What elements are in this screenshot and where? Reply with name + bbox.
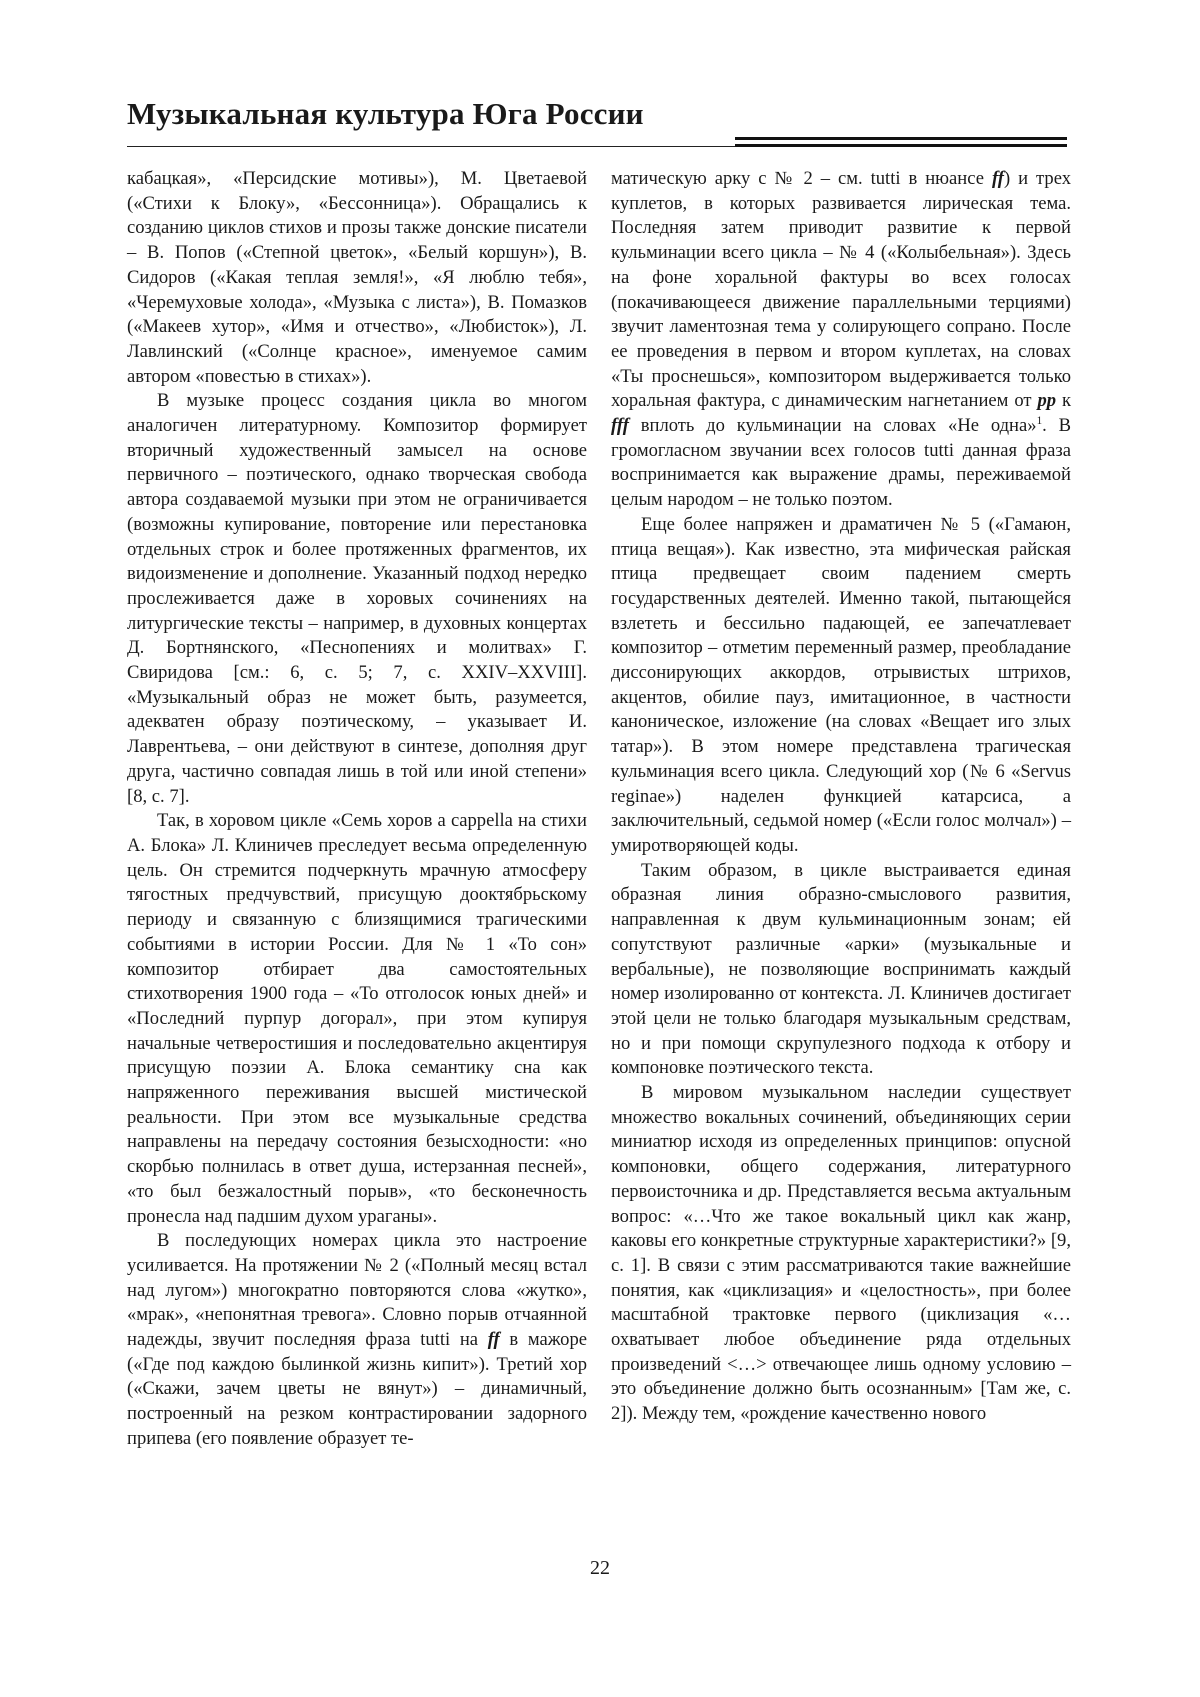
text-run: В музыке процесс создания цикла во многом аналогичен литературному. Композитор формирует вторичный художественный замысел на основе первичного – поэтического, однако творческая свобода автора создаваемой музыки при этом не ограничивается (возможны купирование, повторение или перестановка отдельных строк и более протяженных фрагментов, их видоизменение и дополнение. Указанный подход нередко прослеживается даже в хоровых сочинениях на литургические тексты – например, в духовных концертах Д. Бортнянского, «Песнопениях и молитвах» Г. Свиридова [см.: 6, с. 5; 7, с. XXIV–XXVIII]. «Музыкальный образ не может быть, разумеется, адекватен образу поэтическому, – указывает И. Лаврентьева, – они действуют в синтезе, дополняя друг друга, частично совпадая лишь в той или иной степени» [8, с. 7]. [127, 390, 587, 807]
header-rule-double [735, 137, 1067, 147]
text-run: вплоть до кульминации на словах «Не одна» [628, 415, 1037, 437]
text-run: В последующих номерах цикла это настроение усиливается. На протяжении № 2 («Полный месяц встал над лугом») многократно повторяются слова «жутко», «мрак», «непонятная тревога». Словно порыв отчаянной надежды, звучит последняя фраза tutti на [127, 1230, 587, 1351]
dynamic-marking: fff [611, 415, 629, 437]
text-run: в мажоре («Где под каждою былинкой жизнь кипит»). Третий хор («Скажи, зачем цветы не вянут») – динамичный, построенный на резком контрастировании задорного припева (его появление образует те- [127, 1329, 587, 1449]
paragraph [127, 809, 587, 1229]
paragraph [127, 1229, 587, 1451]
dynamic-marking: pp [1037, 390, 1057, 412]
dynamic-marking: ff [487, 1329, 500, 1351]
text-run: ) и трех куплетов, в которых развивается лирическая тема. Последняя затем приводит развитие к первой кульминации всего цикла – № 4 («Колыбельная»). Здесь на фоне хоральной фактуры во всех голосах (покачивающееся движение параллельными терциями) звучит ламентозная тема у солирующего сопрано. После ее проведения в первом и втором куплетах, на словах «Ты проснешься», композитором выдерживается только хоральная фактура, с динамическим нагнетанием от [611, 168, 1071, 412]
text-run: Так, в хоровом цикле «Семь хоров a cappella на стихи А. Блока» Л. Клиничев преследует весьма определенную цель. Он стремится подчеркнуть мрачную атмосферу тягостных предчувствий, присущую дооктябрьскому периоду и связанную с близящимися трагическими событиями в истории России. Для № 1 «То сон» композитор отбирает два самостоятельных стихотворения 1900 года – «То отголосок юных дней» и «Последний пурпур догорал», при этом купируя начальные четверостишия и последовательно акцентируя присущую поэзии А. Блока семантику сна как напряженного переживания высшей мистической реальности. При этом все музыкальные средства направлены на передачу состояния безысходности: «но скорбью полнилась в ответ душа, истерзанная песней», «то был безжалостный порыв», «то бесконечность пронесла над падшим духом ураганы». [127, 810, 587, 1227]
journal-title: Музыкальная культура Юга России [127, 96, 644, 131]
paragraph [127, 167, 587, 389]
left-column [127, 167, 587, 1452]
paragraph [611, 167, 1071, 513]
paragraph [611, 859, 1071, 1081]
text-run: к [1056, 390, 1071, 412]
text-run: кабацкая», «Персидские мотивы»), М. Цветаевой («Стихи к Блоку», «Бессонница»). Обращались к созданию циклов стихов и прозы также донские писатели – В. Попов («Степной цветок», «Белый коршун»), В. Сидоров («Какая теплая земля!», «Я люблю тебя», «Черемуховые холода», «Музыка с листа»), В. Помазков («Макеев хутор», «Имя и отчество», «Любисток»), Л. Лавлинский («Солнце красное», именуемое самим автором «повестью в стихах»). [127, 168, 587, 387]
dynamic-marking: ff [991, 168, 1004, 189]
paragraph [611, 513, 1071, 859]
paragraph [127, 389, 587, 809]
text-run: матическую арку с № 2 – см. tutti в нюансе [611, 168, 992, 189]
text-run: В мировом музыкальном наследии существует множество вокальных сочинений, объединяющих серии миниатюр исходя из определенных принципов: опусной компоновки, общего содержания, литературного первоисточника и др. Представляется весьма актуальным вопрос: «…Что же такое вокальный цикл как жанр, каковы его конкретные структурные характеристики?» [9, с. 1]. В связи с этим рассматриваются такие важнейшие понятия, как «циклизация» и «целостность», при более масштабной трактовке первого (циклизация «…охватывает любое объединение ряда отдельных произведений <…> отвечающее лишь одному условию – это объединение должно быть осознанным» [Там же, с. 2]). Между тем, «рождение качественно нового [611, 1082, 1071, 1425]
right-column [611, 167, 1071, 1427]
text-run: Таким образом, в цикле выстраивается единая образная линия образно-смыслового развития, направленная к двум кульминационным зонам; ей сопутствуют различные «арки» (музыкальные и вербальные), не позволяющие воспринимать каждый номер изолированно от контекста. Л. Клиничев достигает этой цели не только благодаря музыкальным средствам, но и при помощи скрупулезного подхода к отбору и компоновке поэтического текста. [611, 859, 1071, 1079]
page-number: 22 [590, 1557, 610, 1579]
footnote-ref[interactable]: 1 [1036, 414, 1043, 427]
text-run: . В громогласном звучании всех голосов tutti данная фраза воспринимается как выражение драмы, переживаемой целым народом – не только поэтом. [611, 415, 1071, 511]
paragraph [611, 1081, 1071, 1427]
text-run: Еще более напряжен и драматичен № 5 («Гамаюн, птица вещая»). Как известно, эта мифическая райская птица предвещает своим падением смерть государственных деятелей. Именно такой, пытающейся взлететь и бессильно падающей, ее запечатлевает композитор – отметим переменный размер, преобладание диссонирующих аккордов, отрывистых штрихов, акцентов, обилие пауз, имитационное, в частности каноническое, изложение (на словах «Вещает иго злых татар»). В этом номере представлена трагическая кульминация всего цикла. Следующий хор (№ 6 «Servus reginae») наделен функцией катарсиса, а заключительный, седьмой номер («Если голос молчал») – умиротворяющей коды. [611, 513, 1071, 856]
